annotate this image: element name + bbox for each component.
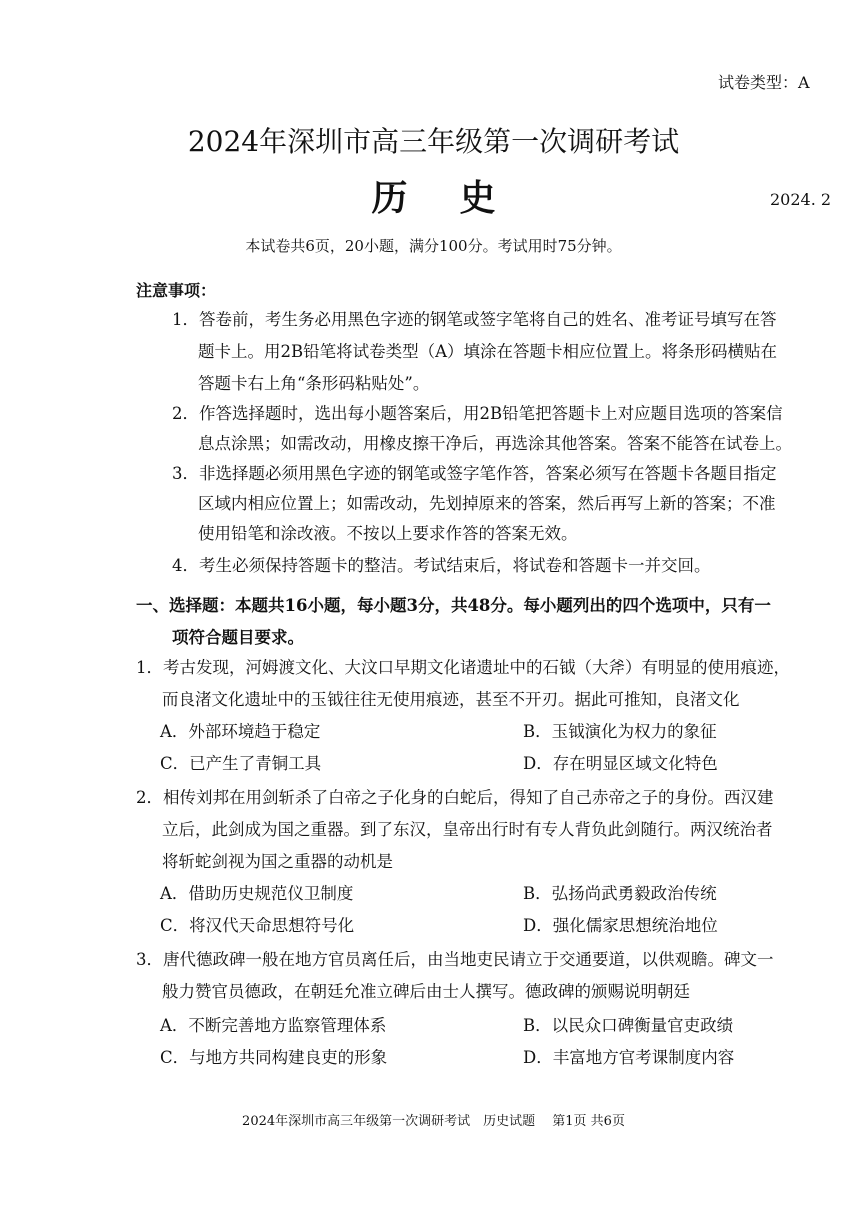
exam-info: 本试卷共6页，20小题，满分100分。考试用时75分钟。 <box>245 237 622 255</box>
question-1-stem: 而良渚文化遗址中的玉钺往往无使用痕迹，甚至不开刃。据此可推知，良渚文化 <box>162 690 740 709</box>
question-2-stem: 立后，此剑成为国之重器。到了东汉，皇帝出行时有专人背负此剑随行。两汉统治者 <box>162 820 773 839</box>
question-2-stem: 2．相传刘邦在用剑斩杀了白帝之子化身的白蛇后，得知了自己赤帝之子的身份。西汉建 <box>136 788 774 807</box>
question-3-option-d: D．丰富地方官考课制度内容 <box>523 1048 735 1067</box>
question-1-option-a: A．外部环境趋于稳定 <box>160 722 321 741</box>
page-footer: 2024年深圳市高三年级第一次调研考试 历史试题 第1页 共6页 <box>242 1114 625 1129</box>
notice-line: 1．答卷前，考生务必用黑色字迹的钢笔或签字笔将自己的姓名、准考证号填写在答 <box>172 310 777 329</box>
question-3-stem: 3．唐代德政碑一般在地方官员离任后，由当地吏民请立于交通要道，以供观瞻。碑文一 <box>136 950 774 969</box>
notice-line: 使用铅笔和涂改液。不按以上要求作答的答案无效。 <box>198 524 578 543</box>
question-2-option-c: C．将汉代天命思想符号化 <box>160 916 355 935</box>
question-1-stem: 1．考古发现，河姆渡文化、大汶口早期文化诸遗址中的石钺（大斧）有明显的使用痕迹， <box>136 658 790 677</box>
notice-line: 区域内相应位置上；如需改动，先划掉原来的答案，然后再写上新的答案；不准 <box>198 494 776 513</box>
question-2-option-d: D．强化儒家思想统治地位 <box>523 916 718 935</box>
paper-type-label: 试卷类型：A <box>718 73 810 92</box>
question-3-option-b: B．以民众口碑衡量官吏政绩 <box>523 1016 734 1035</box>
question-1-option-c: C．已产生了青铜工具 <box>160 754 322 773</box>
question-2-stem: 将斩蛇剑视为国之重器的动机是 <box>162 852 393 871</box>
question-1-option-b: B．玉钺演化为权力的象征 <box>523 722 717 741</box>
subject-title: 历史 <box>371 177 548 219</box>
question-2-option-a: A．借助历史规范仪卫制度 <box>160 884 354 903</box>
question-3-option-c: C．与地方共同构建良吏的形象 <box>160 1048 388 1067</box>
exam-date: 2024. 2 <box>770 190 832 209</box>
notice-line: 4．考生必须保持答题卡的整洁。考试结束后，将试卷和答题卡一并交回。 <box>172 556 711 575</box>
notice-line: 2．作答选择题时，选出每小题答案后，用2B铅笔把答题卡上对应题目选项的答案信 <box>172 404 783 423</box>
exam-title: 2024年深圳市高三年级第一次调研考试 <box>187 125 680 158</box>
question-1-option-d: D．存在明显区域文化特色 <box>523 754 718 773</box>
notice-line: 答题卡右上角“条形码粘贴处”。 <box>198 374 430 393</box>
notice-heading: 注意事项： <box>136 281 217 300</box>
notice-line: 息点涂黑；如需改动，用橡皮擦干净后，再选涂其他答案。答案不能答在试卷上。 <box>198 434 792 453</box>
question-3-option-a: A．不断完善地方监察管理体系 <box>160 1016 387 1035</box>
question-2-option-b: B．弘扬尚武勇毅政治传统 <box>523 884 717 903</box>
section-heading: 一、选择题：本题共16小题，每小题3分，共48分。每小题列出的四个选项中，只有一 <box>136 596 771 615</box>
question-3-stem: 般力赞官员德政，在朝廷允准立碑后由士人撰写。德政碑的颁赐说明朝廷 <box>162 982 690 1001</box>
notice-line: 3．非选择题必须用黑色字迹的钢笔或签字笔作答，答案必须写在答题卡各题目指定 <box>172 464 777 483</box>
section-heading-cont: 项符合题目要求。 <box>172 628 304 647</box>
notice-line: 题卡上。用2B铅笔将试卷类型（A）填涂在答题卡相应位置上。将条形码横贴在 <box>198 342 778 361</box>
